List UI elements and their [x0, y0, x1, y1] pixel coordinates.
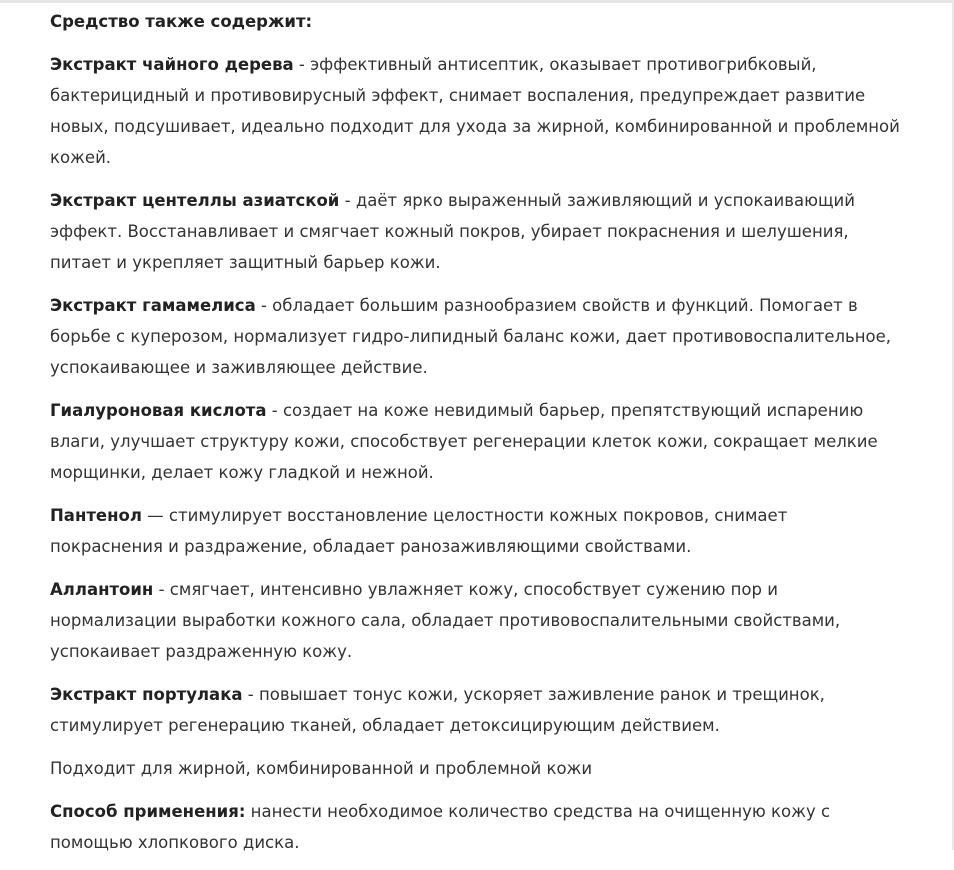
ingredient-name: Аллантоин: [50, 580, 154, 599]
suitability-text: Подходит для жирной, комбинированной и проблемной кожи: [50, 759, 593, 778]
ingredient-separator: -: [242, 685, 259, 704]
usage-text: нанести необходимое количество средства на очищенную кожу с помощью хлопкового диска.: [50, 802, 831, 852]
ingredient-description: смягчает, интенсивно увлажняет кожу, способствует сужению пор и нормализации выработки кожного сала, обладает противовоспалительными свойствами, успокаивает раздраженную кожу.: [50, 580, 841, 661]
ingredient-separator: —: [141, 506, 169, 525]
ingredient-separator: -: [339, 191, 356, 210]
ingredient-paragraph: [50, 290, 900, 383]
ingredient-description: обладает большим разнообразием свойств и функций. Помогает в борьбе с куперозом, нормализует гидро-липидный баланс кожи, дает противовоспалительное, успокаивающее и заживляющее действие.: [50, 296, 892, 377]
ingredient-separator: -: [153, 580, 170, 599]
usage-label: Способ применения:: [50, 802, 246, 821]
usage-paragraph: [50, 796, 900, 858]
ingredient-paragraph: [50, 185, 900, 278]
ingredient-paragraph: [50, 395, 900, 488]
ingredient-description: эффективный антисептик, оказывает противогрибковый, бактерицидный и противовирусный эффект, снимает воспаления, предупреждает развитие новых, подсушивает, идеально подходит для ухода за жирной, комбинированной и проблемной кожей.: [50, 55, 900, 167]
ingredient-description: повышает тонус кожи, ускоряет заживление ранок и трещинок, стимулирует регенерацию тканей, обладает детоксицирующим действием.: [50, 685, 825, 735]
ingredient-name: Экстракт центеллы азиатской: [50, 191, 340, 210]
top-divider: [0, 0, 954, 3]
ingredient-separator: -: [255, 296, 273, 315]
ingredient-separator: -: [266, 401, 283, 420]
ingredient-description: создает на коже невидимый барьер, препятствующий испарению влаги, улучшает структуру кожи, способствует регенерации клеток кожи, сокращает мелкие морщинки, делает кожу гладкой и нежной.: [50, 401, 878, 482]
ingredient-name: Экстракт чайного дерева: [50, 55, 294, 74]
section-heading-text: Средство также содержит:: [50, 12, 313, 31]
ingredient-name: Экстракт гамамелиса: [50, 296, 256, 315]
ingredient-paragraph: [50, 574, 900, 667]
ingredient-paragraph: [50, 500, 900, 562]
ingredient-name: Пантенол: [50, 506, 142, 525]
ingredient-paragraph: [50, 49, 900, 173]
ingredient-name: Экстракт портулака: [50, 685, 243, 704]
section-heading: [50, 6, 900, 37]
ingredient-name: Гиалуроновая кислота: [50, 401, 267, 420]
product-description: [50, 6, 900, 870]
ingredient-paragraph: [50, 679, 900, 741]
ingredient-separator: -: [293, 55, 311, 74]
suitability-note: [50, 753, 900, 784]
ingredient-description: даёт ярко выраженный заживляющий и успокаивающий эффект. Восстанавливает и смягчает кожный покров, убирает покраснения и шелушения, питает и укрепляет защитный барьер кожи.: [50, 191, 855, 272]
ingredient-description: стимулирует восстановление целостности кожных покровов, снимает покраснения и раздражение, обладает ранозаживляющими свойствами.: [50, 506, 788, 556]
